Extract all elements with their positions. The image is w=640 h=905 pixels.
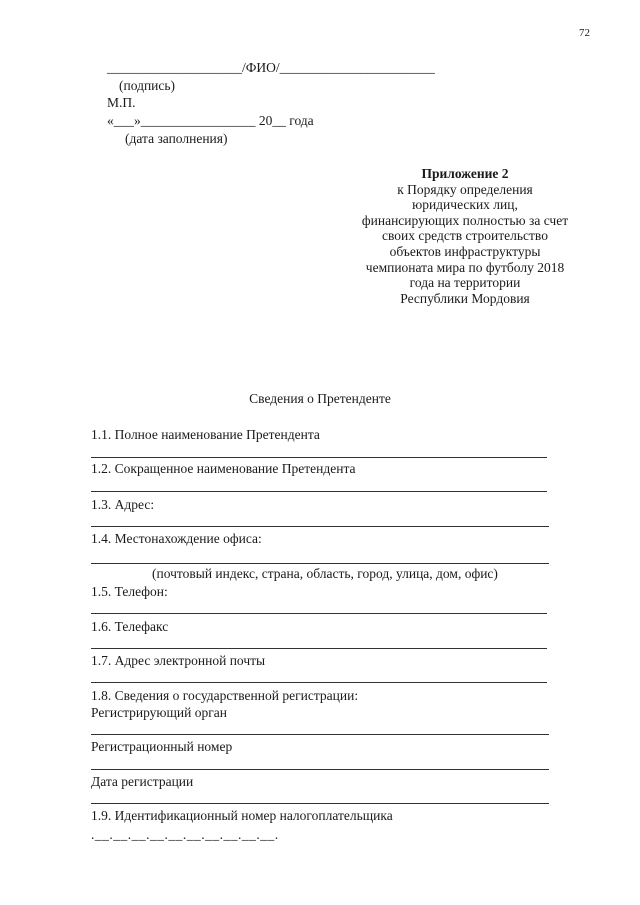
field-address-line[interactable] (91, 526, 549, 527)
stamp-label: М.П. (107, 95, 136, 110)
fio-signature-line: ____________________/ФИО/_______________________ (107, 60, 435, 75)
field-phone-label: 1.5. Телефон: (91, 584, 168, 599)
field-registration-label: 1.8. Сведения о государственной регистрации: (91, 688, 359, 703)
field-registrar-label: Регистрирующий орган (91, 705, 227, 720)
appendix-line: своих средств строительство (382, 228, 548, 244)
field-fax-label: 1.6. Телефакс (91, 619, 169, 634)
field-full-name-label: 1.1. Полное наименование Претендента (91, 427, 320, 442)
field-email-line[interactable] (91, 682, 547, 683)
field-email-label: 1.7. Адрес электронной почты (91, 653, 266, 668)
field-inn-cells[interactable]: .__.__.__.__.__.__.__.__.__.__. (91, 827, 279, 842)
field-full-name-line[interactable] (91, 457, 547, 458)
field-registrar-line[interactable] (91, 734, 549, 735)
appendix-line: финансирующих полностью за счет (361, 212, 569, 228)
appendix-block (330, 166, 600, 306)
appendix-line: года на территории (409, 275, 521, 291)
appendix-line: юридических лиц, (412, 197, 518, 213)
appendix-line: Республики Мордовия (400, 290, 530, 306)
appendix-title: Приложение 2 (421, 166, 509, 181)
podpis-label: (подпись) (119, 78, 176, 93)
field-short-name-line[interactable] (91, 491, 547, 492)
form-heading: Сведения о Претенденте (249, 391, 391, 406)
field-fax-line[interactable] (91, 648, 547, 649)
field-reg-date-line[interactable] (91, 803, 549, 804)
field-office-label: 1.4. Местонахождение офиса: (91, 531, 262, 546)
date-label: (дата заполнения) (125, 131, 228, 146)
field-reg-date-label: Дата регистрации (91, 774, 194, 789)
field-office-hint: (почтовый индекс, страна, область, город, улица, дом, офис) (152, 566, 498, 581)
appendix-line: чемпионата мира по футболу 2018 (365, 259, 565, 275)
appendix-line: объектов инфраструктуры (389, 243, 541, 259)
page-number: 72 (579, 27, 590, 39)
field-reg-number-label: Регистрационный номер (91, 739, 233, 754)
field-short-name-label: 1.2. Сокращенное наименование Претендента (91, 461, 356, 476)
field-inn-label: 1.9. Идентификационный номер налогоплательщика (91, 808, 393, 823)
appendix-line: к Порядку определения (397, 181, 533, 197)
field-phone-line[interactable] (91, 613, 547, 614)
date-line: «___»_________________ 20__ года (107, 113, 314, 128)
field-office-line[interactable] (91, 563, 549, 564)
field-reg-number-line[interactable] (91, 769, 549, 770)
field-address-label: 1.3. Адрес: (91, 497, 155, 512)
